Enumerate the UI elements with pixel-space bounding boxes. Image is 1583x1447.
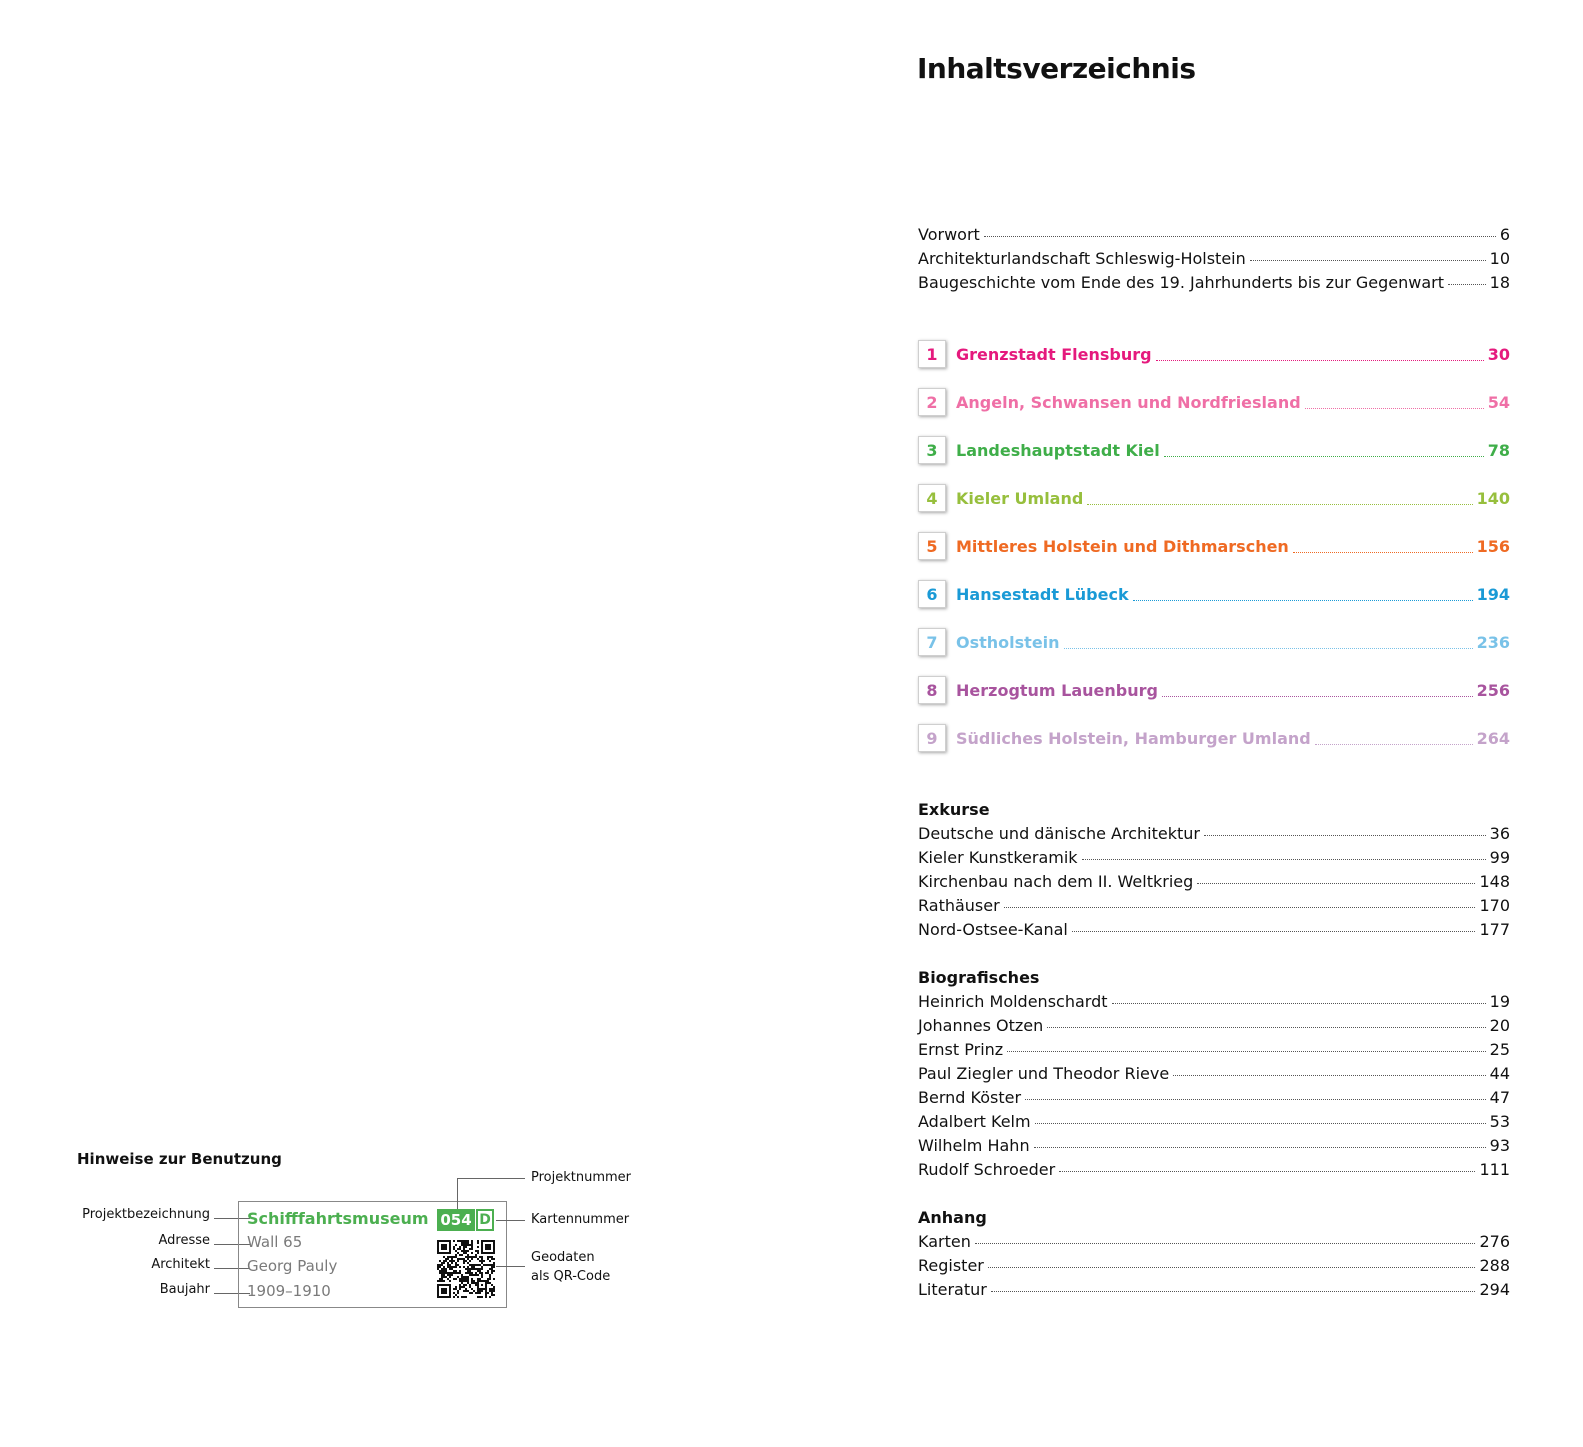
- dot-leader: [1087, 504, 1472, 505]
- chapter-label: Südliches Holstein, Hamburger Umland: [956, 728, 1311, 748]
- dot-leader: [1305, 408, 1484, 409]
- chapter-number-box: 6: [918, 580, 946, 608]
- toc-entry-page: 93: [1489, 1136, 1510, 1155]
- chapter-number-box: 4: [918, 484, 946, 512]
- chapter-entry-5[interactable]: [918, 531, 1510, 561]
- dot-leader: [991, 1291, 1476, 1292]
- toc-entry[interactable]: [918, 992, 1510, 1011]
- legend-label-project-number: Projektnummer: [531, 1170, 632, 1185]
- toc-entry[interactable]: [918, 1136, 1510, 1155]
- toc-entry-label: Karten: [918, 1232, 971, 1251]
- toc-entry-label: Ernst Prinz: [918, 1040, 1004, 1059]
- toc-entry-page: 288: [1479, 1256, 1510, 1275]
- chapter-entry-2[interactable]: [918, 387, 1510, 417]
- toc-entry[interactable]: [918, 1064, 1510, 1083]
- legend-label-geodata-line1: Geodaten: [531, 1250, 595, 1265]
- chapter-label: Mittleres Holstein und Dithmarschen: [956, 536, 1289, 556]
- chapter-page: 54: [1487, 392, 1510, 412]
- toc-entry-page: 294: [1479, 1280, 1510, 1299]
- dot-leader: [1059, 1171, 1475, 1172]
- legend-label-geodata-line2: als QR-Code: [531, 1269, 611, 1284]
- sample-address: Wall 65: [247, 1233, 303, 1251]
- dot-leader: [988, 1267, 1476, 1268]
- chapter-number-box: 9: [918, 724, 946, 752]
- legend-label-geodata: [531, 1248, 610, 1286]
- dot-leader: [1025, 1099, 1486, 1100]
- chapter-page: 194: [1476, 584, 1510, 604]
- toc-entry-label: Literatur: [918, 1280, 987, 1299]
- toc-entry-label: Rathäuser: [918, 896, 1000, 915]
- sample-architect: Georg Pauly: [247, 1257, 338, 1275]
- chapter-entry-6[interactable]: [918, 579, 1510, 609]
- dot-leader: [1156, 360, 1484, 361]
- chapter-label: Ostholstein: [956, 632, 1060, 652]
- dot-leader: [975, 1243, 1476, 1244]
- chapter-page: 156: [1476, 536, 1510, 556]
- chapter-entry-8[interactable]: [918, 675, 1510, 705]
- toc-entry-label: Vorwort: [918, 225, 980, 244]
- toc-entry-label: Rudolf Schroeder: [918, 1160, 1056, 1179]
- chapter-page: 264: [1476, 728, 1510, 748]
- toc-entry-label: Architekturlandschaft Schleswig-Holstein: [918, 249, 1246, 268]
- toc-entry-label: Nord-Ostsee-Kanal: [918, 920, 1068, 939]
- toc-entry-page: 20: [1489, 1016, 1510, 1035]
- dot-leader: [1197, 883, 1475, 884]
- sample-year: 1909–1910: [247, 1282, 331, 1300]
- toc-entry-page: 148: [1479, 872, 1510, 891]
- sample-map-number-badge: D: [476, 1209, 494, 1231]
- toc-entry[interactable]: [918, 1112, 1510, 1131]
- legend-label-project-name: Projektbezeichnung: [82, 1207, 210, 1222]
- toc-entry-label: Kieler Kunstkeramik: [918, 848, 1078, 867]
- dot-leader: [1064, 648, 1473, 649]
- dot-leader: [1164, 456, 1484, 457]
- toc-entry-page: 99: [1489, 848, 1510, 867]
- chapter-label: Hansestadt Lübeck: [956, 584, 1129, 604]
- dot-leader: [1072, 931, 1476, 932]
- toc-entry-architekturlandschaft[interactable]: [918, 249, 1510, 268]
- toc-entry-page: 47: [1489, 1088, 1510, 1107]
- toc-entry[interactable]: [918, 848, 1510, 867]
- toc-entry-label: Baugeschichte vom Ende des 19. Jahrhunderts bis zur Gegenwart: [918, 273, 1445, 292]
- toc-entry[interactable]: [918, 1280, 1510, 1299]
- toc-entry[interactable]: [918, 1232, 1510, 1251]
- section-heading-biografisches: Biografisches: [918, 968, 1040, 987]
- toc-entry-page: 18: [1489, 273, 1510, 292]
- section-heading-exkurse: Exkurse: [918, 800, 990, 819]
- dot-leader: [1133, 600, 1473, 601]
- dot-leader: [1250, 260, 1486, 261]
- toc-entry-label: Adalbert Kelm: [918, 1112, 1031, 1131]
- legend-label-map-number: Kartennummer: [531, 1212, 630, 1227]
- chapter-number-box: 7: [918, 628, 946, 656]
- sample-project-name: Schifffahrtsmuseum: [247, 1209, 429, 1228]
- chapter-entry-3[interactable]: [918, 435, 1510, 465]
- page-title: Inhaltsverzeichnis: [917, 52, 1196, 85]
- toc-entry-label: Wilhelm Hahn: [918, 1136, 1030, 1155]
- toc-entry[interactable]: [918, 1088, 1510, 1107]
- dot-leader: [1035, 1123, 1486, 1124]
- dot-leader: [1112, 1003, 1486, 1004]
- legend-label-architect: Architekt: [151, 1257, 210, 1272]
- chapter-page: 236: [1476, 632, 1510, 652]
- dot-leader: [1204, 835, 1486, 836]
- toc-entry-vorwort[interactable]: [918, 225, 1510, 244]
- leader-line: [496, 1266, 525, 1267]
- toc-entry-label: Kirchenbau nach dem II. Weltkrieg: [918, 872, 1194, 891]
- toc-entry[interactable]: [918, 824, 1510, 843]
- toc-entry-page: 36: [1489, 824, 1510, 843]
- toc-entry-page: 276: [1479, 1232, 1510, 1251]
- toc-entry-baugeschichte[interactable]: [918, 273, 1510, 292]
- toc-entry-label: Paul Ziegler und Theodor Rieve: [918, 1064, 1170, 1083]
- dot-leader: [1315, 744, 1473, 745]
- chapter-entry-1[interactable]: [918, 339, 1510, 369]
- toc-entry-page: 19: [1489, 992, 1510, 1011]
- chapter-label: Kieler Umland: [956, 488, 1084, 508]
- leader-line: [496, 1220, 525, 1221]
- section-heading-anhang: Anhang: [918, 1208, 987, 1227]
- dot-leader: [1173, 1075, 1485, 1076]
- leader-line: [457, 1178, 525, 1179]
- chapter-page: 30: [1487, 344, 1510, 364]
- toc-entry-page: 25: [1489, 1040, 1510, 1059]
- toc-entry[interactable]: [918, 896, 1510, 915]
- chapter-label: Angeln, Schwansen und Nordfriesland: [956, 392, 1301, 412]
- toc-entry[interactable]: [918, 1256, 1510, 1275]
- sample-project-number-badge: 054: [437, 1209, 475, 1231]
- legend-label-year: Baujahr: [159, 1282, 210, 1297]
- chapter-page: 78: [1487, 440, 1510, 460]
- toc-entry-label: Register: [918, 1256, 984, 1275]
- legend-label-address: Adresse: [158, 1233, 210, 1248]
- chapter-entry-9[interactable]: [918, 723, 1510, 753]
- toc-entry[interactable]: [918, 872, 1510, 891]
- toc-entry-page: 10: [1489, 249, 1510, 268]
- toc-entry-label: Bernd Köster: [918, 1088, 1022, 1107]
- chapter-number-box: 3: [918, 436, 946, 464]
- chapter-page: 256: [1476, 680, 1510, 700]
- chapter-entry-4[interactable]: [918, 483, 1510, 513]
- toc-entry-label: Johannes Otzen: [918, 1016, 1044, 1035]
- chapter-label: Grenzstadt Flensburg: [956, 344, 1152, 364]
- toc-entry-page: 53: [1489, 1112, 1510, 1131]
- chapter-page: 140: [1476, 488, 1510, 508]
- toc-entry-page: 6: [1499, 225, 1510, 244]
- toc-entry-page: 111: [1479, 1160, 1510, 1179]
- toc-entry[interactable]: [918, 920, 1510, 939]
- chapter-number-box: 2: [918, 388, 946, 416]
- toc-entry[interactable]: [918, 1160, 1510, 1179]
- usage-title: Hinweise zur Benutzung: [77, 1150, 282, 1168]
- chapter-entry-7[interactable]: [918, 627, 1510, 657]
- chapter-number-box: 8: [918, 676, 946, 704]
- toc-entry[interactable]: [918, 1016, 1510, 1035]
- chapter-number-box: 5: [918, 532, 946, 560]
- chapter-number-box: 1: [918, 340, 946, 368]
- dot-leader: [1007, 1051, 1485, 1052]
- chapter-label: Landeshauptstadt Kiel: [956, 440, 1160, 460]
- toc-entry-label: Deutsche und dänische Architektur: [918, 824, 1200, 843]
- dot-leader: [1162, 696, 1473, 697]
- dot-leader: [1004, 907, 1476, 908]
- qr-code-icon: [437, 1240, 495, 1298]
- toc-entry[interactable]: [918, 1040, 1510, 1059]
- chapter-label: Herzogtum Lauenburg: [956, 680, 1158, 700]
- dot-leader: [1448, 284, 1486, 285]
- dot-leader: [1082, 859, 1486, 860]
- leader-line: [457, 1178, 458, 1209]
- toc-entry-label: Heinrich Moldenschardt: [918, 992, 1108, 1011]
- dot-leader: [1047, 1027, 1485, 1028]
- dot-leader: [984, 236, 1496, 237]
- toc-entry-page: 44: [1489, 1064, 1510, 1083]
- dot-leader: [1293, 552, 1473, 553]
- toc-entry-page: 170: [1479, 896, 1510, 915]
- toc-entry-page: 177: [1479, 920, 1510, 939]
- dot-leader: [1034, 1147, 1486, 1148]
